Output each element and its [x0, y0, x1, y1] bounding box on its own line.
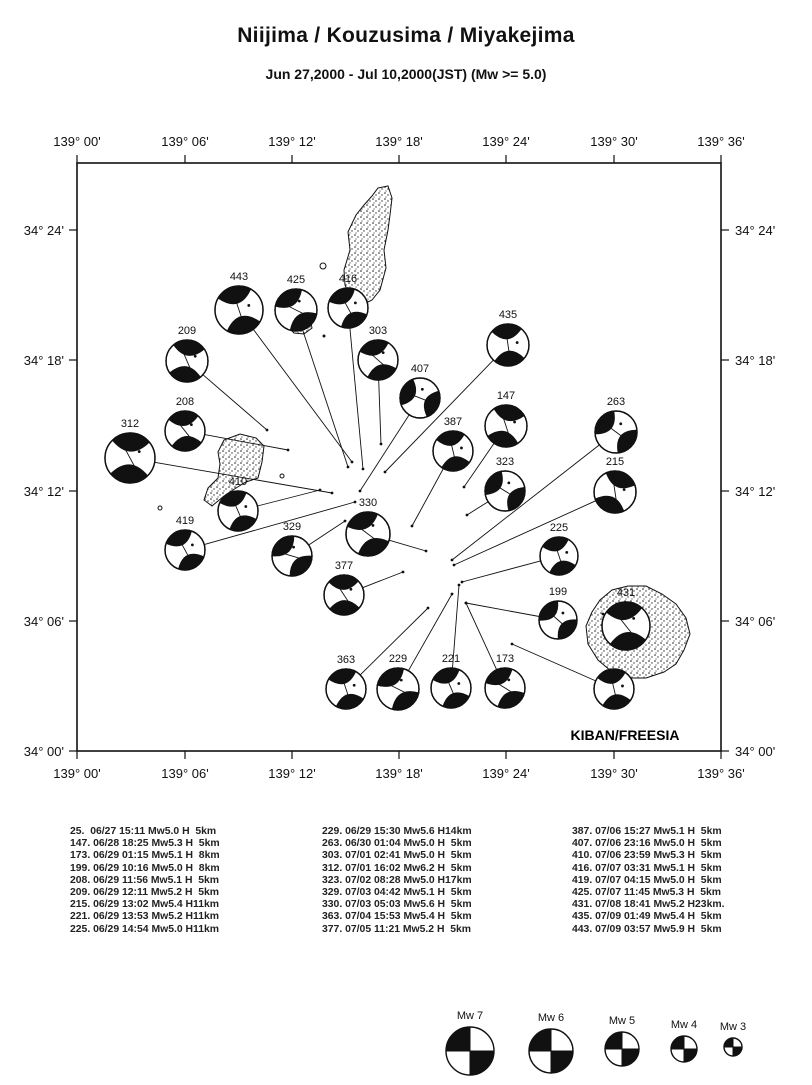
epicenter-dot: [344, 520, 347, 523]
epicenter-dot: [359, 490, 362, 493]
lon-label-top: 139° 18': [375, 134, 423, 149]
event-id-label: 225: [549, 522, 569, 534]
lon-label-bottom: 139° 12': [268, 766, 316, 781]
lon-label-bottom: 139° 18': [375, 766, 423, 781]
epicenter-dot: [287, 449, 290, 452]
lat-label-right: 34° 06': [735, 614, 776, 629]
catalog-entry: 199. 06/29 10:16 Mw5.0 H 8km: [70, 862, 220, 874]
lat-label-right: 34° 00': [735, 744, 776, 759]
catalog-entry: 330. 07/03 05:03 Mw5.6 H 5km: [322, 899, 472, 911]
islet-marker: [320, 263, 326, 269]
lat-label-left: 34° 00': [23, 744, 64, 759]
event-id-label: 435: [498, 309, 518, 321]
focal-mechanism-229: [377, 653, 419, 710]
focal-mechanism-329: [272, 521, 312, 576]
epicenter-dot: [466, 514, 469, 517]
legend-item: [605, 1015, 639, 1066]
lat-label-left: 34° 18': [23, 353, 64, 368]
catalog-entry: 410. 07/06 23:59 Mw5.3 H 5km: [572, 850, 722, 862]
catalog-entry: 407. 07/06 23:16 Mw5.0 H 5km: [572, 838, 722, 850]
event-id-label: 407: [410, 363, 430, 375]
event-id-label: 323: [495, 456, 515, 468]
event-id-label: 312: [120, 418, 140, 430]
leader-line: [257, 490, 320, 506]
epicenter-dot: [362, 468, 365, 471]
leader-line: [203, 375, 267, 430]
event-id-label: 209: [177, 325, 197, 337]
islet-marker: [280, 474, 284, 478]
focal-mechanism-419: [165, 515, 205, 570]
catalog-entry: 25. 06/27 15:11 Mw5.0 H 5km: [70, 826, 217, 837]
catalog-entry: 419. 07/07 04:15 Mw5.0 H 5km: [572, 874, 722, 886]
map-subtitle: Jun 27,2000 - Jul 10,2000(JST) (Mw >= 5.0): [265, 66, 547, 82]
catalog-entry: 221. 06/29 13:53 Mw5.2 H11km: [70, 911, 220, 923]
catalog-entry: 377. 07/05 11:21 Mw5.2 H 5km: [322, 923, 472, 935]
focal-mechanism-215: [594, 456, 636, 513]
legend-label: Mw 7: [456, 1010, 484, 1022]
catalog-entry: 443. 07/09 03:57 Mw5.9 H 5km: [572, 923, 722, 935]
leader-line: [303, 330, 348, 467]
epicenter-dot: [319, 489, 322, 492]
catalog-column-1: [70, 826, 220, 936]
focal-mechanism-443: [215, 271, 263, 334]
catalog-entry: 229. 06/29 15:30 Mw5.6 H14km: [322, 826, 472, 837]
focal-mechanism-173: [485, 653, 525, 708]
legend-item: [529, 1012, 573, 1073]
leader-line: [360, 415, 409, 491]
catalog-entry: 303. 07/01 02:41 Mw5.0 H 5km: [322, 850, 472, 862]
focal-mechanism-435: [487, 309, 529, 366]
epicenter-dot: [354, 501, 357, 504]
epicenter-dot: [458, 584, 461, 587]
epicenter-dot: [463, 486, 466, 489]
lon-label-top: 139° 12': [268, 134, 316, 149]
legend-item: [720, 1021, 746, 1056]
catalog-entry: 323. 07/02 08:28 Mw5.0 H17km: [322, 874, 472, 886]
focal-mechanism-263: [595, 396, 637, 453]
lon-label-bottom: 139° 36': [697, 766, 745, 781]
leader-line: [512, 644, 596, 681]
event-id-label: 173: [495, 653, 515, 665]
epicenter-dot: [384, 471, 387, 474]
catalog-entry: 329. 07/03 04:42 Mw5.1 H 5km: [322, 886, 472, 898]
catalog-entry: 425. 07/07 11:45 Mw5.3 H 5km: [572, 886, 722, 898]
leader-line: [467, 502, 488, 515]
event-id-label: 425: [286, 274, 306, 286]
focal-mechanism-330: [346, 497, 390, 556]
magnitude-legend: [0, 995, 812, 1085]
catalog-entry: 209. 06/29 12:11 Mw5.2 H 5km: [70, 886, 220, 898]
event-id-label: 330: [358, 497, 378, 509]
niijima-island: [344, 186, 392, 305]
epicenter-dot: [402, 571, 405, 574]
catalog-entry: 363. 07/04 15:53 Mw5.4 H 5km: [322, 911, 472, 923]
map-title: Niijima / Kouzusima / Miyakejima: [237, 24, 575, 47]
focal-mechanism-323: [485, 456, 525, 511]
lon-label-top: 139° 24': [482, 134, 530, 149]
event-id-label: 147: [496, 390, 516, 402]
legend-item: [671, 1019, 697, 1062]
legend-item: [446, 1010, 494, 1075]
epicenter-dot: [511, 643, 514, 646]
event-id-label: 221: [441, 653, 461, 665]
focal-mechanism-303: [358, 325, 398, 380]
focal-mechanism-209: [166, 325, 208, 382]
focal-mechanism-225: [540, 522, 578, 575]
epicenter-dot: [266, 429, 269, 432]
leader-line: [363, 572, 403, 588]
focal-mechanism-363: [326, 654, 366, 709]
event-id-label: 419: [175, 515, 195, 527]
islet-marker: [323, 335, 326, 338]
epicenter-dot: [347, 466, 350, 469]
legend-label: Mw 5: [608, 1015, 636, 1027]
epicenter-dot: [461, 581, 464, 584]
catalog-entry: 263. 06/30 01:04 Mw5.0 H 5km: [322, 838, 472, 850]
event-id-label: 208: [175, 396, 195, 408]
focal-mechanism-425: [275, 274, 317, 331]
focal-mechanism-312: [105, 418, 155, 483]
event-id-label: 387: [443, 416, 463, 428]
catalog-entry: 173. 06/29 01:15 Mw5.1 H 8km: [70, 850, 220, 862]
focal-mechanism-387: [433, 416, 473, 471]
lon-label-bottom: 139° 00': [53, 766, 101, 781]
islet-marker: [158, 506, 162, 510]
event-id-label: 263: [606, 396, 626, 408]
leader-line: [253, 329, 352, 462]
event-id-label: 229: [388, 653, 408, 665]
event-id-label: 377: [334, 560, 354, 572]
lon-label-top: 139° 36': [697, 134, 745, 149]
catalog-column-2: [322, 826, 472, 936]
focal-mechanism-199: [539, 586, 577, 639]
catalog-entry: 416. 07/07 03:31 Mw5.1 H 5km: [572, 862, 722, 874]
lat-label-left: 34° 24': [23, 223, 64, 238]
catalog-entry: 225. 06/29 14:54 Mw5.0 H11km: [70, 923, 220, 935]
lon-label-bottom: 139° 24': [482, 766, 530, 781]
leader-line: [389, 540, 426, 551]
focal-mechanism-377: [324, 560, 364, 615]
focal-mechanism-221: [431, 653, 471, 708]
catalog-entry: 215. 06/29 13:02 Mw5.4 H11km: [70, 899, 220, 911]
event-id-label: 303: [368, 325, 388, 337]
lon-label-top: 139° 30': [590, 134, 638, 149]
leader-line: [309, 521, 345, 545]
event-id-label: 199: [548, 586, 568, 598]
leader-line: [466, 603, 497, 670]
catalog-entry: 435. 07/09 01:49 Mw5.4 H 5km: [572, 911, 722, 923]
epicenter-dot: [331, 492, 334, 495]
event-id-label: 416: [338, 273, 358, 285]
epicenter-dot: [453, 564, 456, 567]
event-id-label: 410: [228, 476, 248, 488]
leader-line: [452, 445, 599, 560]
epicenter-dot: [380, 443, 383, 446]
epicenter-dot: [427, 607, 430, 610]
epicenter-dot: [451, 559, 454, 562]
epicenter-dot: [425, 550, 428, 553]
leader-line: [466, 603, 539, 617]
event-id-label: 443: [229, 271, 249, 283]
legend-label: Mw 3: [719, 1021, 747, 1033]
event-id-label: 363: [336, 654, 356, 666]
catalog-entry: 147. 06/28 18:25 Mw5.3 H 5km: [70, 838, 220, 850]
event-id-label: 215: [605, 456, 625, 468]
event-id-label: 431: [616, 587, 636, 599]
credit-label: KIBAN/FREESIA: [570, 727, 680, 743]
lon-label-bottom: 139° 30': [590, 766, 638, 781]
focal-mechanisms: [105, 271, 650, 710]
leader-line: [462, 561, 541, 582]
lat-label-left: 34° 12': [23, 484, 64, 499]
epicenter-dot: [465, 602, 468, 605]
focal-mechanism-407: [400, 363, 440, 418]
lon-label-top: 139° 06': [161, 134, 209, 149]
lon-label-bottom: 139° 06': [161, 766, 209, 781]
event-id-label: 329: [282, 521, 302, 533]
lat-label-right: 34° 18': [735, 353, 776, 368]
focal-mechanism-147: [485, 390, 527, 447]
lat-label-right: 34° 12': [735, 484, 776, 499]
catalog-entry: 208. 06/29 11:56 Mw5.1 H 5km: [70, 874, 220, 886]
legend-label: Mw 4: [670, 1019, 698, 1031]
focal-mechanism-25: [594, 669, 634, 709]
legend-label: Mw 6: [537, 1012, 565, 1024]
catalog-entry: 431. 07/08 18:41 Mw5.2 H23km.: [572, 899, 725, 911]
epicenter-dot: [411, 525, 414, 528]
lat-label-right: 34° 24': [735, 223, 776, 238]
catalog-entry: 387. 07/06 15:27 Mw5.1 H 5km: [572, 826, 722, 837]
focal-mechanism-208: [165, 396, 205, 451]
lat-label-left: 34° 06': [23, 614, 64, 629]
epicenter-dot: [351, 461, 354, 464]
catalog-entry: 312. 07/01 16:02 Mw6.2 H 5km: [322, 862, 472, 874]
epicenter-dot: [451, 593, 454, 596]
catalog-column-3: [572, 826, 725, 936]
leader-line: [412, 469, 443, 527]
leader-line: [379, 380, 381, 444]
lon-label-top: 139° 00': [53, 134, 101, 149]
